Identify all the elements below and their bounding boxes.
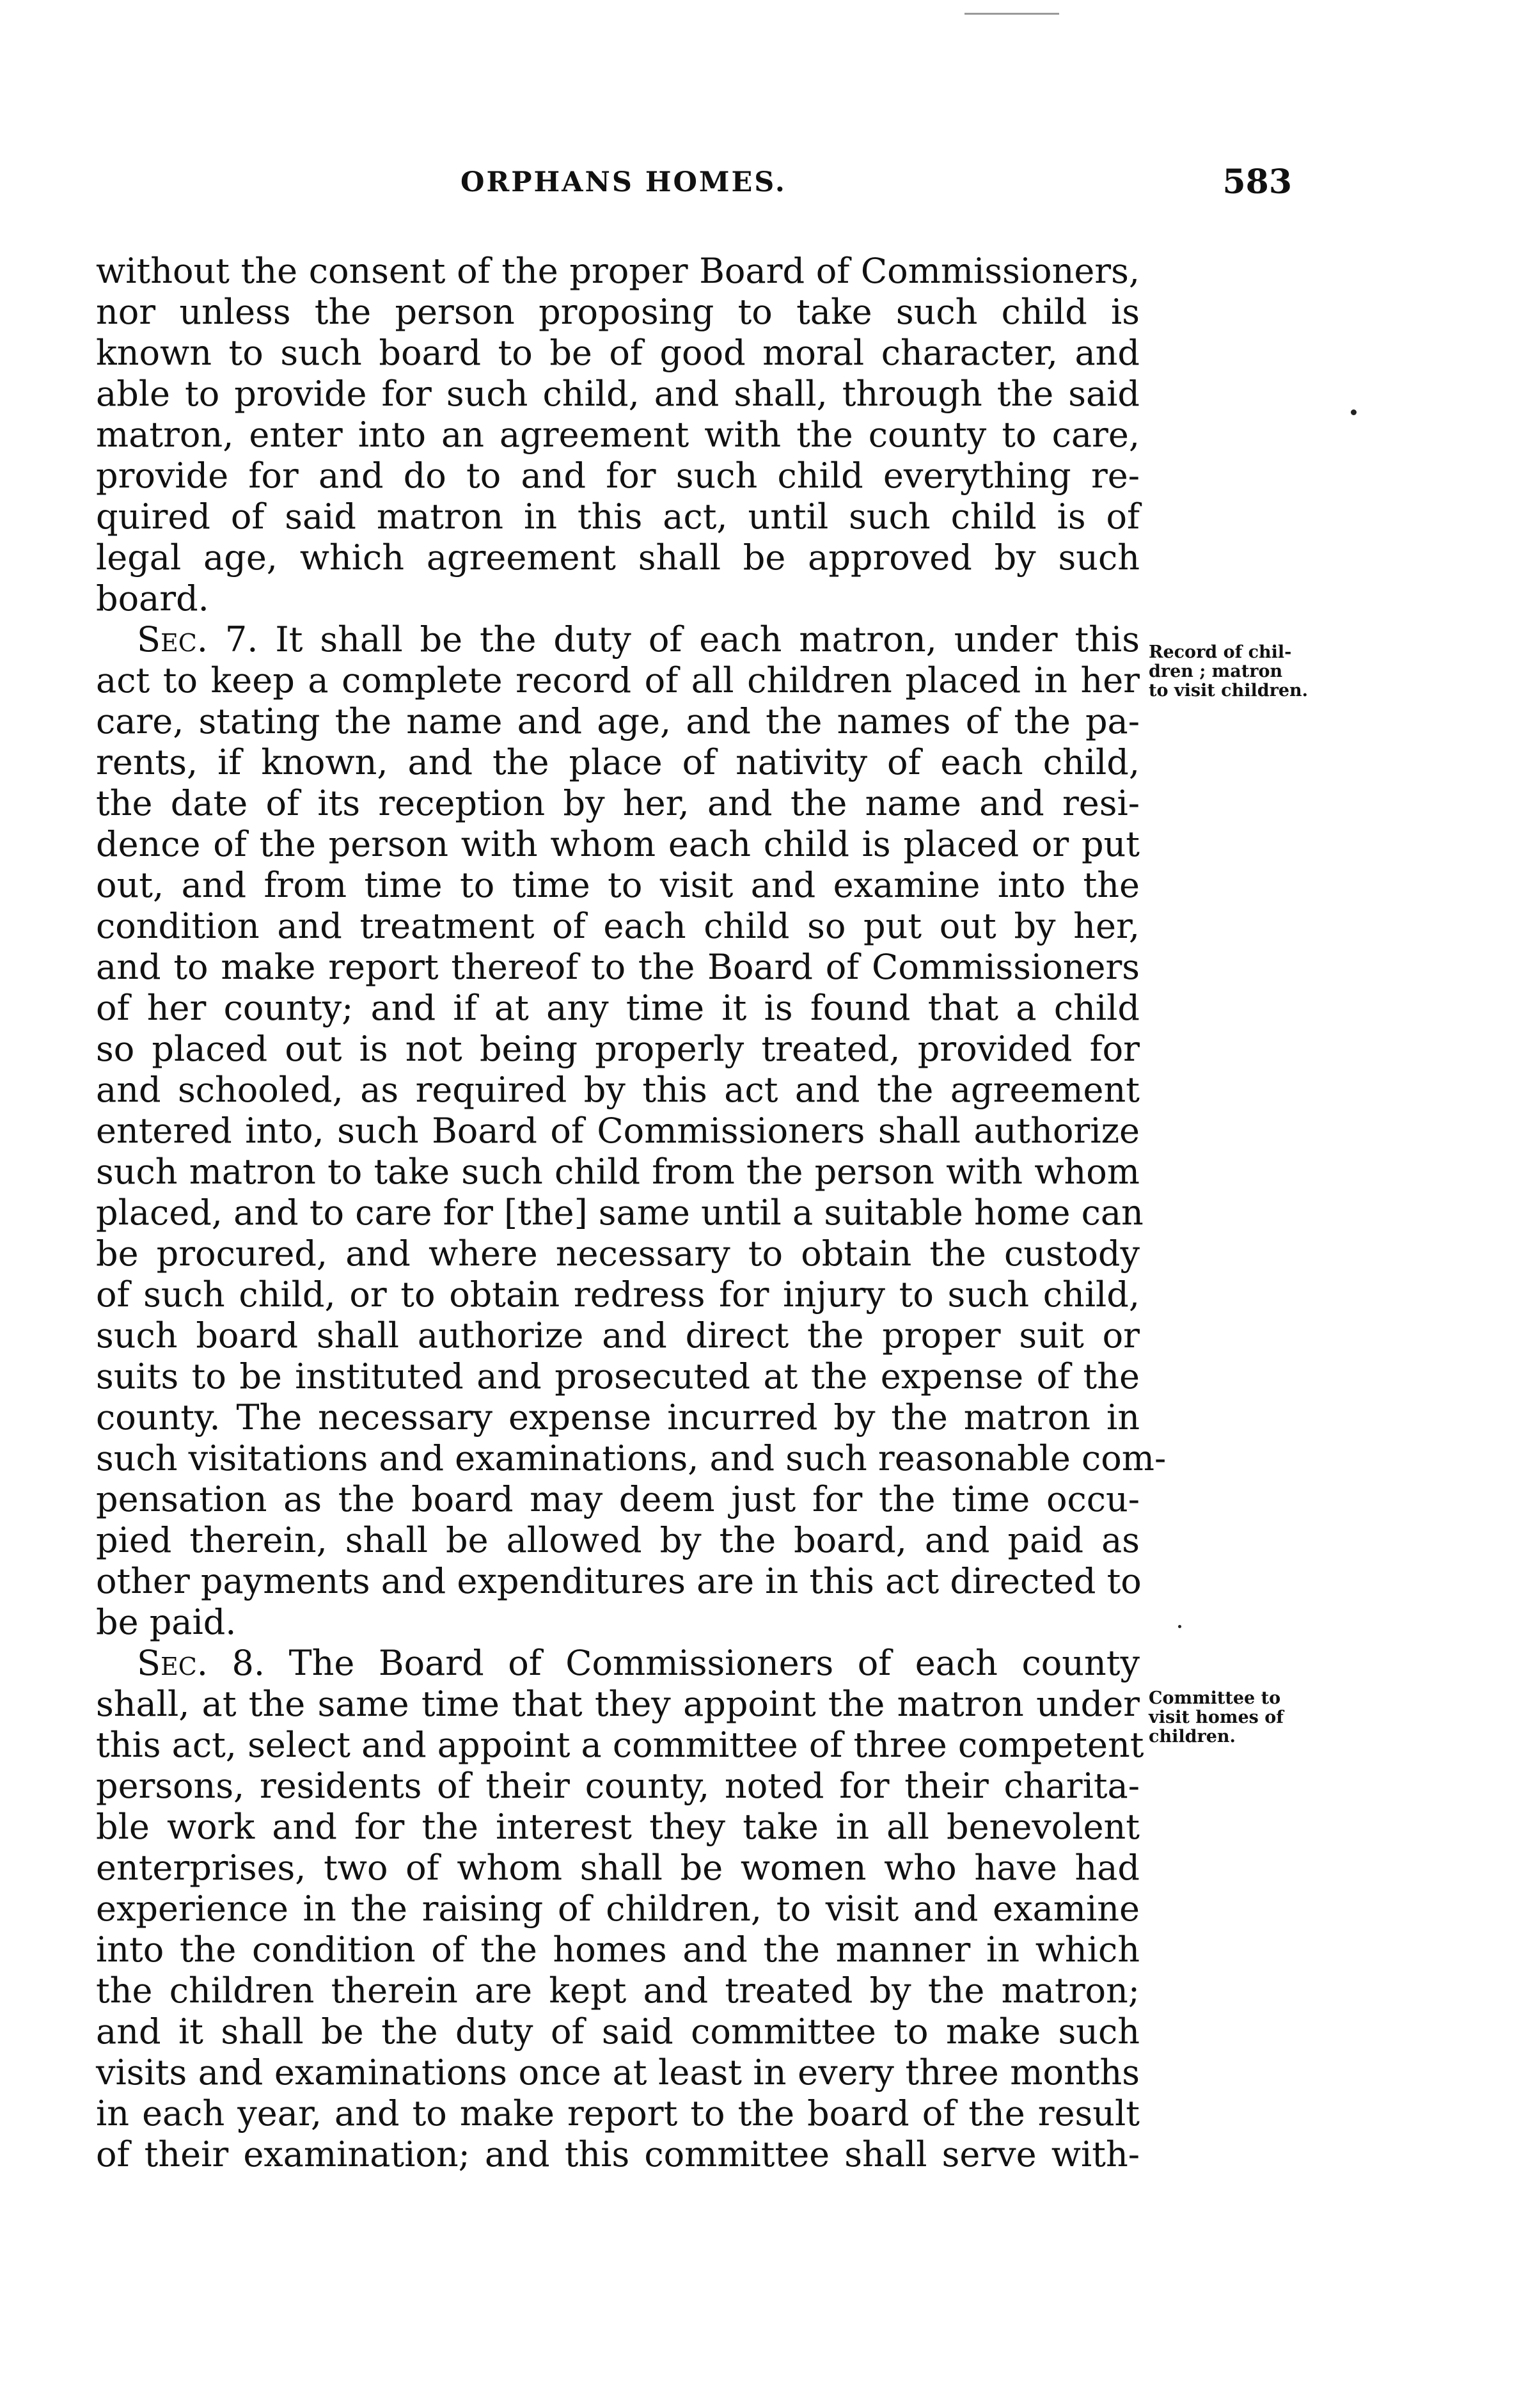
text-line: legal age, which agreement shall be approved by such xyxy=(96,537,1140,578)
text-line: placed, and to care for [the] same until a suitable home can xyxy=(96,1192,1144,1233)
text-line: ble work and for the interest they take in all benevolent xyxy=(96,1807,1140,1847)
text-line: be paid. xyxy=(96,1602,237,1642)
text-line: and schooled, as required by this act and the agreement xyxy=(96,1070,1140,1110)
text-line: and to make report thereof to the Board of Commissioners xyxy=(96,947,1140,987)
text-line: such board shall authorize and direct the proper suit or xyxy=(96,1315,1140,1356)
section-8-first-line xyxy=(96,1643,1140,1684)
ink-speck xyxy=(1351,409,1357,415)
text-line: of such child, or to obtain redress for injury to such child, xyxy=(96,1274,1140,1315)
text-line: The Board of Commissioners of each county xyxy=(288,1643,1140,1683)
text-line: without the consent of the proper Board of Commissioners, xyxy=(96,251,1140,291)
page-number: 583 xyxy=(1222,162,1292,202)
text-line: the children therein are kept and treated by the matron; xyxy=(96,1970,1140,2011)
section-7-first-line xyxy=(96,619,1140,660)
text-line: in each year, and to make report to the board of the result xyxy=(96,2093,1140,2134)
text-line: out, and from time to time to visit and examine into the xyxy=(96,865,1140,905)
body-text xyxy=(96,251,1167,2175)
margin-note-line: to visit children. xyxy=(1149,681,1309,701)
text-line: other payments and expenditures are in this act directed to xyxy=(96,1561,1142,1601)
ink-speck xyxy=(1178,1625,1181,1628)
margin-note-section-8 xyxy=(1149,1689,1284,1747)
text-line: able to provide for such child, and shall, through the said xyxy=(96,374,1140,414)
text-line: shall, at the same time that they appoint the matron under xyxy=(96,1684,1140,1724)
text-line: the date of its reception by her, and the name and resi- xyxy=(96,783,1140,823)
text-line: nor unless the person proposing to take such child is xyxy=(96,292,1140,332)
text-line: condition and treatment of each child so put out by her, xyxy=(96,906,1140,946)
text-line: It shall be the duty of each matron, under this xyxy=(275,619,1140,660)
margin-note-line: dren ; matron xyxy=(1149,661,1283,681)
section-7-label: Sec. 7. xyxy=(137,619,258,660)
text-line: such visitations and examinations, and such reasonable com- xyxy=(96,1438,1167,1478)
text-line: pensation as the board may deem just for the time occu- xyxy=(96,1479,1140,1519)
text-line: dence of the person with whom each child is placed or put xyxy=(96,824,1140,864)
top-rule xyxy=(964,13,1059,15)
text-line: of their examination; and this committee shall serve with- xyxy=(96,2134,1140,2174)
running-title: ORPHANS HOMES. xyxy=(460,166,787,198)
text-line: quired of said matron in this act, until such child is of xyxy=(96,496,1140,537)
margin-note-line: visit homes of xyxy=(1149,1707,1284,1727)
text-line: board. xyxy=(96,578,209,619)
text-line: known to such board to be of good moral character, and xyxy=(96,333,1140,373)
text-line: visits and examinations once at least in every three months xyxy=(96,2052,1140,2093)
text-line: care, stating the name and age, and the names of the pa- xyxy=(96,701,1140,741)
margin-note-line: Committee to xyxy=(1149,1688,1281,1708)
text-line: such matron to take such child from the person with whom xyxy=(96,1152,1140,1192)
running-head xyxy=(96,162,1292,207)
margin-note-section-7 xyxy=(1149,643,1308,701)
text-line: this act, select and appoint a committee of three competent xyxy=(96,1725,1144,1765)
text-line: enterprises, two of whom shall be women who have had xyxy=(96,1848,1140,1888)
text-line: suits to be instituted and prosecuted at the expense of the xyxy=(96,1356,1140,1397)
margin-note-line: Record of chil- xyxy=(1149,642,1292,662)
text-line: act to keep a complete record of all children placed in her xyxy=(96,660,1140,701)
text-line: provide for and do to and for such child everything re- xyxy=(96,455,1140,496)
text-line: persons, residents of their county, noted for their charita- xyxy=(96,1766,1140,1806)
section-8-label: Sec. 8. xyxy=(137,1643,265,1683)
text-line: entered into, such Board of Commissioners shall authorize xyxy=(96,1111,1140,1151)
text-line: so placed out is not being properly treated, provided for xyxy=(96,1029,1140,1069)
text-line: and it shall be the duty of said committee to make such xyxy=(96,2011,1140,2052)
text-line: pied therein, shall be allowed by the board, and paid as xyxy=(96,1520,1140,1560)
text-line: county. The necessary expense incurred by the matron in xyxy=(96,1397,1140,1438)
text-line: experience in the raising of children, to visit and examine xyxy=(96,1889,1140,1929)
text-line: rents, if known, and the place of nativity of each child, xyxy=(96,742,1140,782)
text-line: into the condition of the homes and the manner in which xyxy=(96,1929,1140,1970)
text-line: of her county; and if at any time it is found that a child xyxy=(96,988,1140,1028)
margin-note-line: children. xyxy=(1149,1727,1236,1747)
text-line: matron, enter into an agreement with the county to care, xyxy=(96,415,1140,455)
text-line: be procured, and where necessary to obtain the custody xyxy=(96,1233,1140,1274)
